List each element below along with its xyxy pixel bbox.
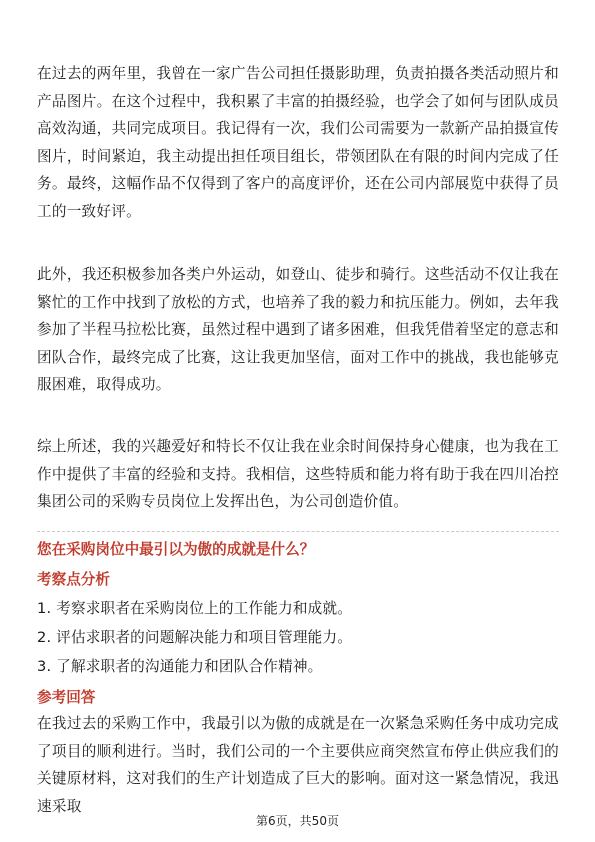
section-divider	[37, 531, 559, 532]
reference-answer-heading: 参考回答	[37, 689, 96, 706]
reference-answer-text: 在我过去的采购工作中，我最引以为傲的成就是在一次紧急采购任务中成功完成了项目的顺利进行。当时，我们公司的一个主要供应商突然宣布停止供应我们的关键原材料，这对我们的生产计划造成了巨大的影响。面对这一紧急情况，我迅速采取	[37, 715, 559, 815]
page-number: 第6页，共50页	[256, 814, 339, 828]
body-paragraph: 综上所述，我的兴趣爱好和特长不仅让我在业余时间保持身心健康，也为我在工作中提供了丰富的经验和支持。我相信，这些特质和能力将有助于我在四川冶控集团公司的采购专员岗位上发挥出色，为公司创造价值。	[37, 438, 559, 511]
list-item: 1. 考察求职者在采购岗位上的工作能力和成就。	[37, 600, 353, 617]
body-paragraph: 此外，我还积极参加各类户外运动，如登山、徒步和骑行。这些活动不仅让我在繁忙的工作中找到了放松的方式，也培养了我的毅力和抗压能力。例如，去年我参加了半程马拉松比赛，虽然过程中遇到了诸多困难，但我凭借着坚定的意志和团队合作，最终完成了比赛，这让我更加坚信，面对工作中的挑战，我也能够克服困难，取得成功。	[37, 266, 559, 394]
analysis-list	[37, 594, 559, 681]
list-item: 2. 评估求职者的问题解决能力和项目管理能力。	[37, 629, 353, 646]
interview-question: 您在采购岗位中最引以为傲的成就是什么？	[37, 541, 315, 558]
analysis-heading: 考察点分析	[37, 571, 110, 588]
body-paragraph: 在过去的两年里，我曾在一家广告公司担任摄影助理，负责拍摄各类活动照片和产品图片。在这个过程中，我积累了丰富的拍摄经验，也学会了如何与团队成员高效沟通，共同完成项目。我记得有一次，我们公司需要为一款新产品拍摄宣传图片，时间紧迫，我主动提出担任项目组长，带领团队在有限的时间内完成了任务。最终，这幅作品不仅得到了客户的高度评价，还在公司内部展览中获得了员工的一致好评。	[37, 65, 559, 220]
list-item: 3. 了解求职者的沟通能力和团队合作精神。	[37, 658, 323, 675]
